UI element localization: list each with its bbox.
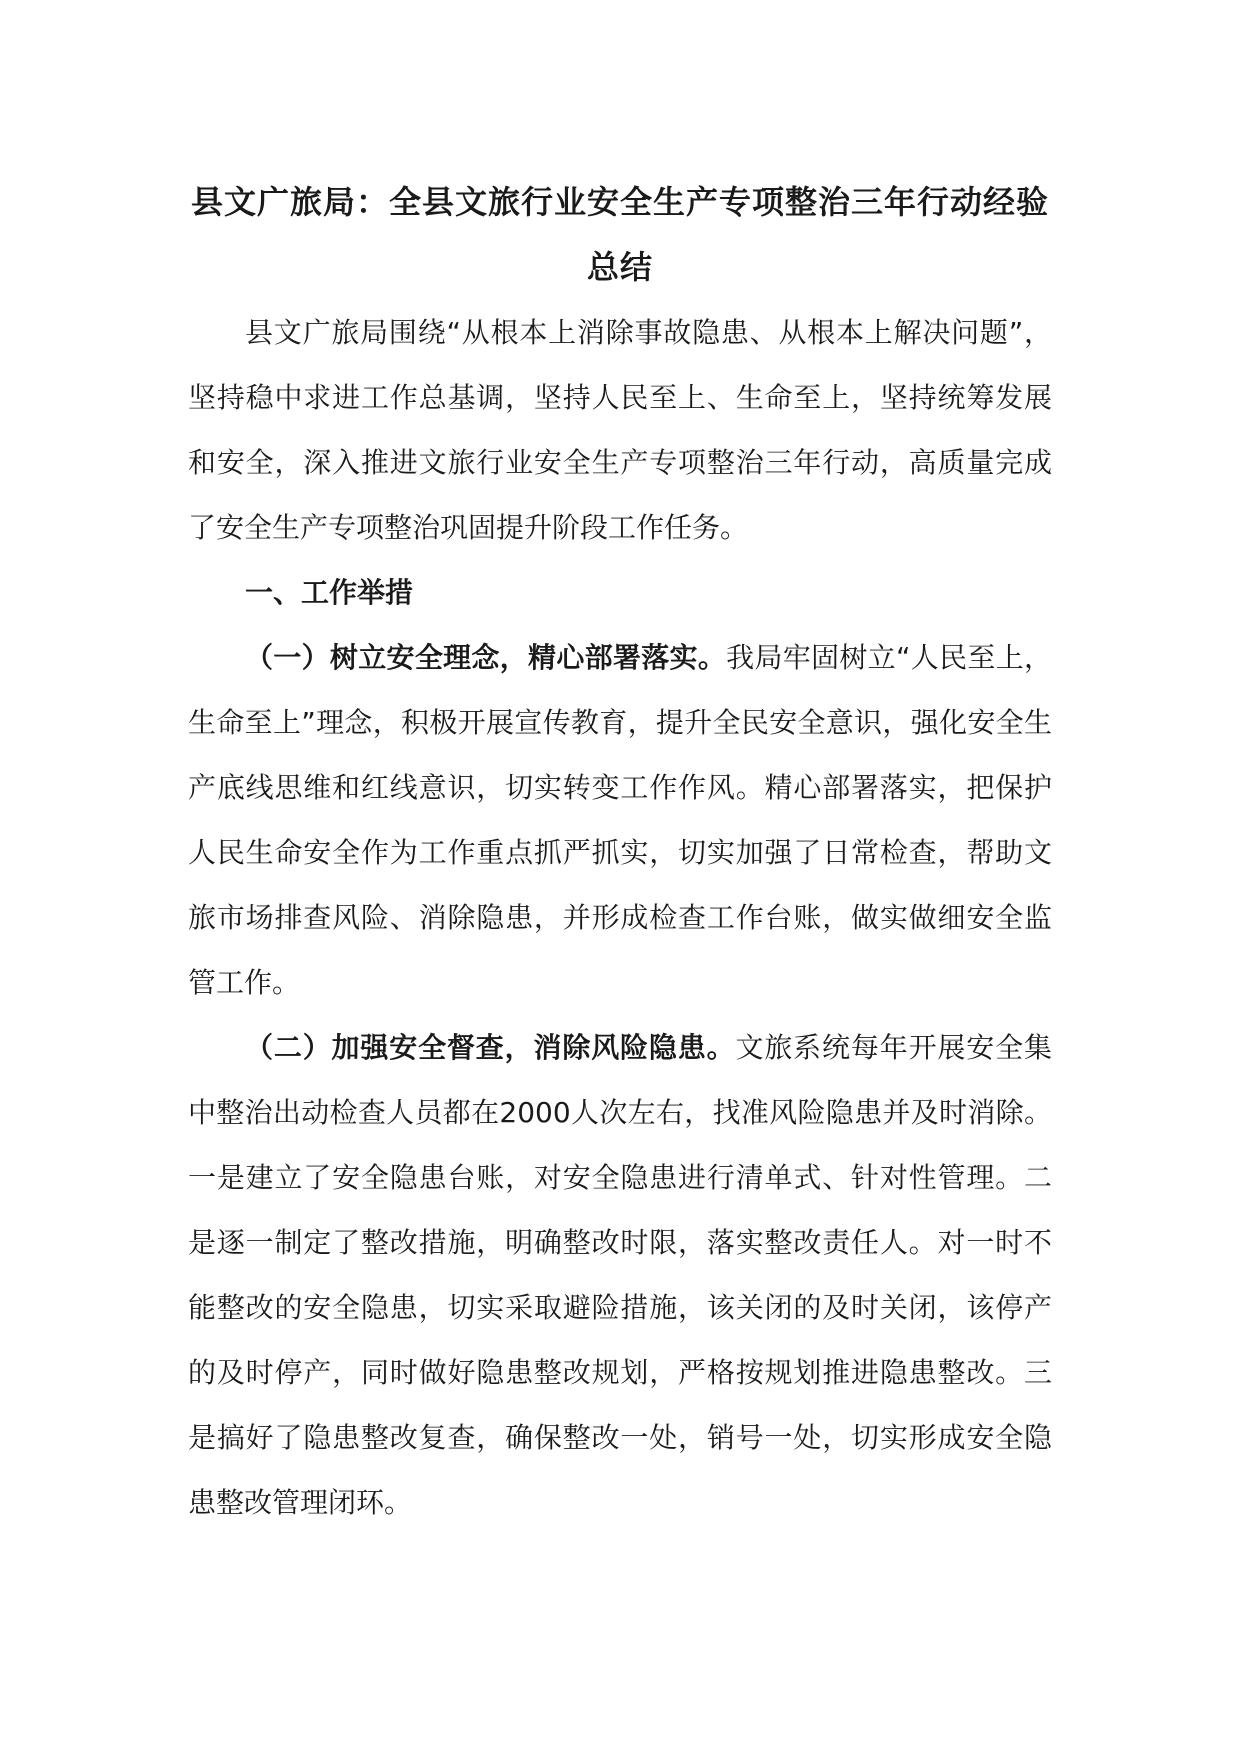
subsection-paragraph-1: [188, 625, 1052, 1015]
subsection-body-1: 我局牢固树立“人民至上，生命至上”理念，积极开展宣传教育，提升全民安全意识，强化安全生产底线思维和红线意识，切实转变工作作风。精心部署落实，把保护人民生命安全作为工作重点抓严抓实，切实加强了日常检查，帮助文旅市场排查风险、消除隐患，并形成检查工作台账，做实做细安全监管工作。: [188, 641, 1052, 999]
subsection-lead-1: （一）树立安全理念，精心部署落实。: [245, 641, 727, 674]
intro-paragraph: 县文广旅局围绕“从根本上消除事故隐患、从根本上解决问题”，坚持稳中求进工作总基调，坚持人民至上、生命至上，坚持统筹发展和安全，深入推进文旅行业安全生产专项整治三年行动，高质量完成了安全生产专项整治巩固提升阶段工作任务。: [188, 316, 1052, 544]
subsection-paragraph-2: [188, 1015, 1052, 1535]
section-heading-work-measures: 一、工作举措: [245, 576, 414, 609]
document-page: [188, 170, 1052, 1535]
document-title: 县文广旅局：全县文旅行业安全生产专项整治三年行动经验总结: [190, 183, 1049, 286]
subsection-lead-2: （二）加强安全督查，消除风险隐患。: [245, 1031, 736, 1064]
subsection-body-2: 文旅系统每年开展安全集中整治出动检查人员都在2000人次左右，找准风险隐患并及时消除。一是建立了安全隐患台账，对安全隐患进行清单式、针对性管理。二是逐一制定了整改措施，明确整改时限，落实整改责任人。对一时不能整改的安全隐患，切实采取避险措施，该关闭的及时关闭，该停产的及时停产，同时做好隐患整改规划，严格按规划推进隐患整改。三是搞好了隐患整改复查，确保整改一处，销号一处，切实形成安全隐患整改管理闭环。: [188, 1031, 1052, 1519]
